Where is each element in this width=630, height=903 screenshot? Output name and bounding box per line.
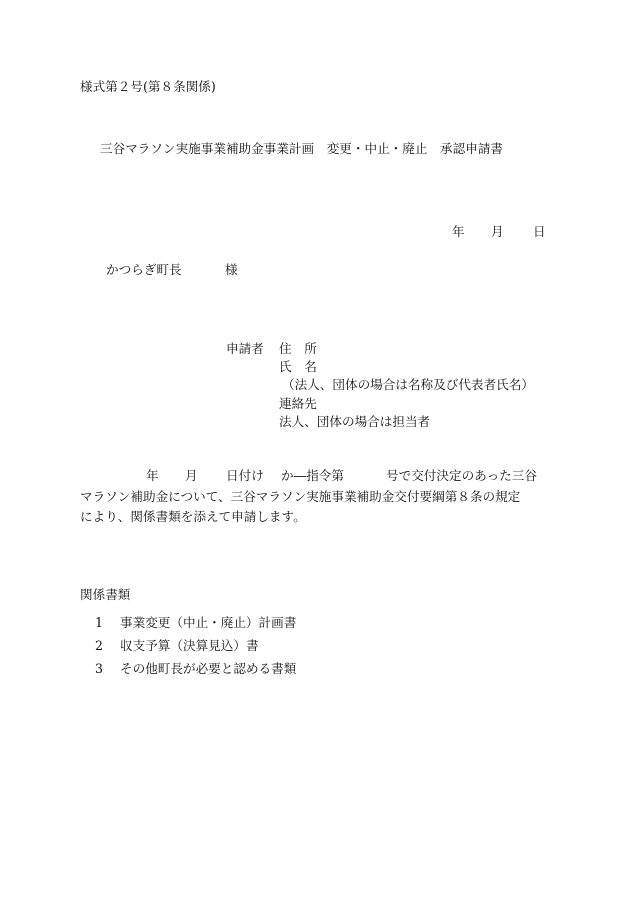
directive-number-label: か―指令第: [281, 468, 344, 483]
related-item-text: 収支予算（決算見込）書: [120, 638, 259, 653]
document-title: 三谷マラソン実施事業補助金事業計画 変更・中止・廃止 承認申請書: [100, 141, 503, 156]
paragraph-line-2: マラソン補助金について、三谷マラソン実施事業補助金交付要綱第８条の規定: [80, 488, 521, 504]
applicant-address-label: 住 所: [279, 341, 317, 356]
decision-dated-label: 日付け: [226, 468, 264, 483]
form-number: 様式第２号(第８条関係): [80, 79, 216, 94]
paragraph-line-3: により、関係書類を添えて申請します。: [80, 509, 306, 524]
decision-month-label: 月: [185, 468, 198, 483]
addressee-name: かつらぎ町長: [106, 262, 182, 277]
related-documents-title: 関係書類: [80, 587, 131, 602]
applicant-contact-note: 法人、団体の場合は担当者: [279, 414, 431, 429]
decision-year-label: 年: [146, 468, 159, 483]
applicant-name-note: （法人、団体の場合は名称及び代表者氏名）: [282, 377, 534, 392]
applicant-label: 申請者: [226, 341, 264, 356]
paragraph-line-1-rest: 号で交付決定のあった三谷: [386, 468, 537, 483]
request-paragraph: [80, 470, 548, 532]
related-item-text: その他町長が必要と認める書類: [120, 661, 297, 676]
addressee-honorific: 様: [225, 262, 238, 277]
applicant-name-label: 氏 名: [279, 359, 317, 374]
related-item-number: 3: [95, 661, 104, 676]
applicant-contact-label: 連絡先: [279, 396, 317, 411]
related-item-number: 2: [95, 638, 104, 653]
paragraph-line-1: [80, 470, 548, 491]
date-month: 月: [491, 224, 504, 239]
related-item-number: 1: [95, 615, 104, 630]
related-item-text: 事業変更（中止・廃止）計画書: [120, 615, 297, 630]
date-day: 日: [533, 224, 546, 239]
date-year: 年: [452, 224, 465, 239]
